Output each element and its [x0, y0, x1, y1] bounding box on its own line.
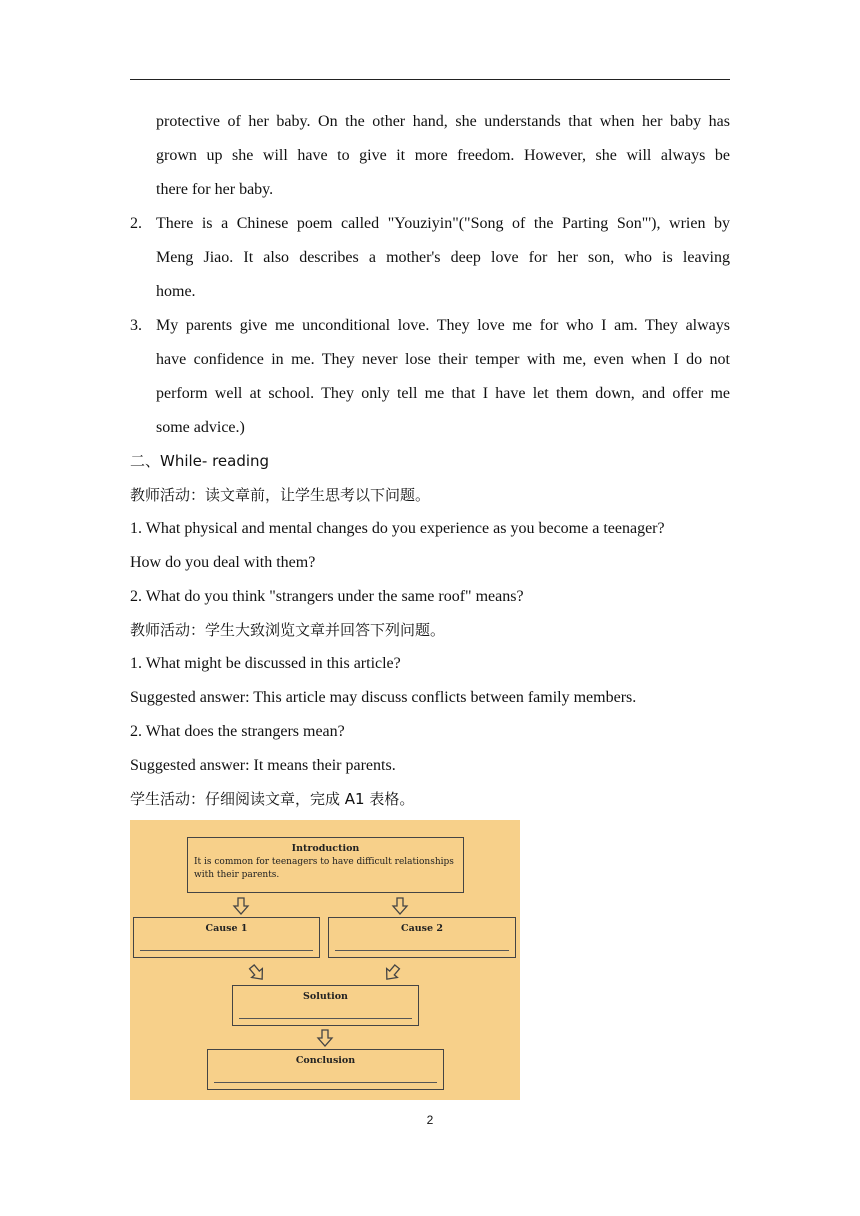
question-2: 2. What do you think "strangers under the same roof" means? [130, 588, 524, 605]
cause-2-box [328, 917, 516, 958]
paragraph-3-line-3: perform well at school. They only tell me that I have let them down, and offer me [156, 385, 730, 402]
answer-blank [214, 1082, 437, 1083]
question-4: 2. What does the strangers mean? [130, 723, 345, 740]
paragraph-1-line-1: protective of her baby. On the other hand, she understands that when her baby has [156, 113, 730, 130]
paragraph-1-line-2: grown up she will have to give it more freedom. However, she will always be [156, 147, 730, 164]
answer-blank [239, 1018, 412, 1019]
structure-diagram [130, 820, 520, 1100]
teacher-activity-1: 教师活动：读文章前，让学生思考以下问题。 [130, 486, 431, 504]
introduction-box [187, 837, 464, 893]
teacher-activity-2: 教师活动：学生大致浏览文章并回答下列问题。 [130, 621, 446, 639]
introduction-title: Introduction [291, 843, 360, 854]
introduction-text: It is common for teenagers to have difficult relationships with their parents. [194, 857, 454, 880]
arrow-diagonal-down-left-icon [383, 964, 401, 982]
cause-1-title: Cause 1 [205, 923, 248, 934]
suggested-answer-1: Suggested answer: This article may discuss conflicts between family members. [130, 689, 637, 706]
arrow-down-icon [232, 897, 250, 915]
suggested-answer-2: Suggested answer: It means their parents. [130, 757, 396, 774]
cause-1-box [133, 917, 320, 958]
page-number: 2 [426, 1113, 434, 1127]
question-1: 1. What physical and mental changes do you experience as you become a teenager? [130, 520, 665, 537]
list-number-3: 3. [130, 317, 142, 334]
paragraph-2-line-1: There is a Chinese poem called "Youziyin"("Song of the Parting Son"'), wrien by [156, 215, 730, 232]
answer-blank [140, 950, 313, 951]
arrow-down-icon [391, 897, 409, 915]
arrow-diagonal-down-right-icon [248, 964, 266, 982]
list-number-2: 2. [130, 215, 142, 232]
section-heading: 二、While- reading [130, 452, 270, 470]
solution-title: Solution [303, 991, 348, 1002]
paragraph-3-line-4: some advice.) [156, 419, 245, 436]
paragraph-2-line-3: home. [156, 283, 196, 300]
student-activity: 学生活动：仔细阅读文章，完成 A1 表格。 [130, 790, 415, 808]
paragraph-3-line-2: have confidence in me. They never lose their temper with me, even when I do not [156, 351, 730, 368]
arrow-down-icon [316, 1029, 334, 1047]
solution-box [232, 985, 419, 1026]
question-1-continued: How do you deal with them? [130, 554, 316, 571]
conclusion-box [207, 1049, 444, 1090]
header-rule [130, 79, 730, 80]
paragraph-3-line-1: My parents give me unconditional love. They love me for who I am. They always [156, 317, 730, 334]
paragraph-2-line-2: Meng Jiao. It also describes a mother's deep love for her son, who is leaving [156, 249, 730, 266]
cause-2-title: Cause 2 [401, 923, 443, 934]
paragraph-1-line-3: there for her baby. [156, 181, 274, 198]
conclusion-title: Conclusion [295, 1055, 356, 1066]
question-3: 1. What might be discussed in this article? [130, 655, 401, 672]
answer-blank [335, 950, 509, 951]
